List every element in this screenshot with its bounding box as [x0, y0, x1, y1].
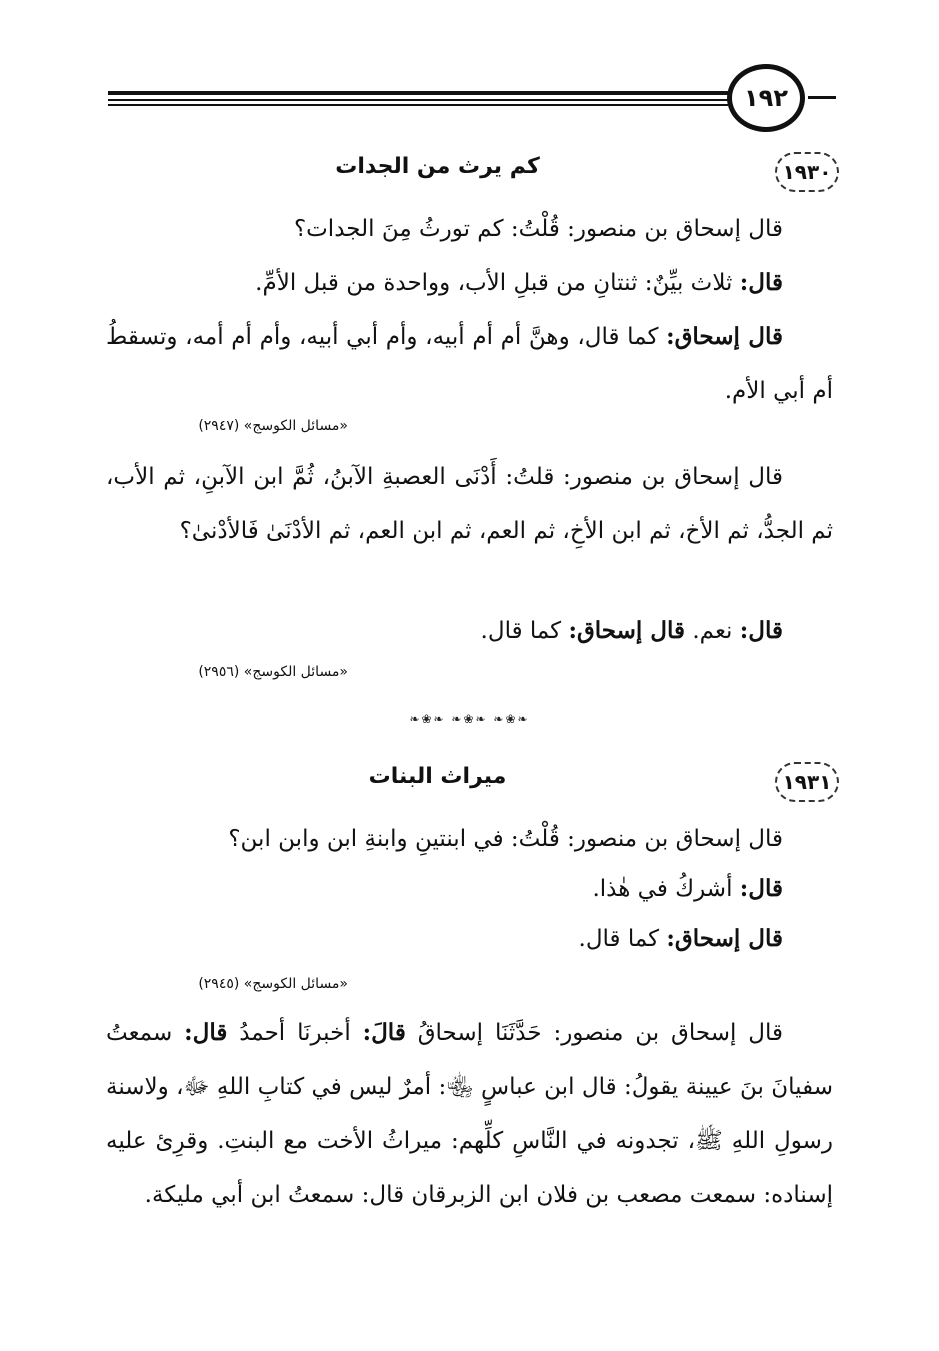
paragraph	[106, 812, 833, 866]
paragraph-text: قال إسحاق بن منصور: قُلْتُ: كم تورثُ مِنَ الجدات؟	[293, 216, 783, 242]
paragraph-text: كما قال، وهنَّ أم أم أبيه، وأم أبي أبيه، وأم أم أمه، وتسقطُ أم أبي الأم.	[106, 324, 833, 404]
source-reference: «مسائل الكوسج» (٢٩٥٦)	[198, 664, 348, 680]
paragraph	[106, 256, 833, 310]
source-reference: «مسائل الكوسج» (٢٩٤٥)	[198, 976, 348, 992]
speaker-label: قال:	[739, 269, 783, 296]
paragraph	[106, 202, 833, 256]
header-rule	[108, 99, 728, 101]
speaker-label: قال:	[739, 617, 783, 644]
section-divider-ornament: ❧❀❧ ❧❀❧ ❧❀❧	[409, 712, 530, 726]
speaker-label: قال إسحاق:	[666, 925, 783, 952]
paragraph-text: ثلاث بيِّنٌ: ثنتانِ من قبلِ الأب، وواحدة من قبل الأمِّ.	[255, 270, 740, 296]
speaker-label: قال إسحاق:	[568, 617, 686, 644]
speaker-label: قال:	[184, 1019, 228, 1046]
paragraph-text: أشركُ في هٰذا.	[592, 876, 740, 902]
section-heading	[100, 150, 839, 196]
paragraph	[106, 604, 833, 658]
paragraph-text: سمعتُ سفيانَ بنَ عيينة يقولُ: قال ابن عباسٍ ﵄: أمرٌ ليس في كتابِ اللهِ ﷻ، ولاسنة رسولِ اللهِ ﷺ، تجدونه في النَّاسِ كلِّهم: ميراثُ الأخت مع البنتِ. وقرِئ عليه إسناده: سمعت مصعب بن فلان ابن الزبرقان قال: سمعتُ ابن أبي مليكة.	[106, 1020, 833, 1208]
speaker-label: قال:	[739, 875, 783, 902]
paragraph	[106, 912, 833, 966]
section-title: ميراث البنات	[368, 764, 507, 789]
speaker-label: قالَ:	[362, 1019, 406, 1046]
paragraph	[106, 862, 833, 916]
paragraph-text: كما قال.	[578, 926, 667, 952]
paragraph	[106, 450, 833, 558]
header-rule	[108, 91, 728, 95]
paragraph-text: أخبرنَا أحمدُ	[227, 1020, 363, 1046]
section-number-badge: ١٩٣١	[775, 762, 839, 802]
paragraph-text: نعم.	[685, 618, 740, 644]
header-rule	[808, 96, 836, 99]
section-title: كم يرث من الجدات	[335, 154, 540, 179]
header-rule	[108, 104, 728, 106]
speaker-label: قال إسحاق:	[666, 323, 784, 350]
section-heading	[100, 760, 839, 806]
paragraph-text: قال إسحاق بن منصور: قُلْتُ: في ابنتينِ وابنةِ ابن وابن ابن؟	[228, 826, 783, 852]
paragraph	[106, 1006, 833, 1222]
paragraph-text: قال إسحاق بن منصور: حَدَّثَنَا إسحاقُ	[405, 1020, 784, 1046]
paragraph-text: قال إسحاق بن منصور: قلتُ: أَدْنَى العصبةِ الآبنُ، ثُمَّ ابن الآبنِ، ثم الأب، ثم الجدُّ، ثم الأخ، ثم ابن الأخِ، ثم العم، ثم ابن العم، ثم الأدْنَىٰ فَالأدْنىٰ؟	[106, 464, 833, 544]
page-number: ١٩٢	[727, 64, 805, 132]
paragraph-text: كما قال.	[480, 618, 569, 644]
source-reference: «مسائل الكوسج» (٢٩٤٧)	[198, 418, 348, 434]
paragraph	[106, 310, 833, 418]
section-number-badge: ١٩٣٠	[775, 152, 839, 192]
